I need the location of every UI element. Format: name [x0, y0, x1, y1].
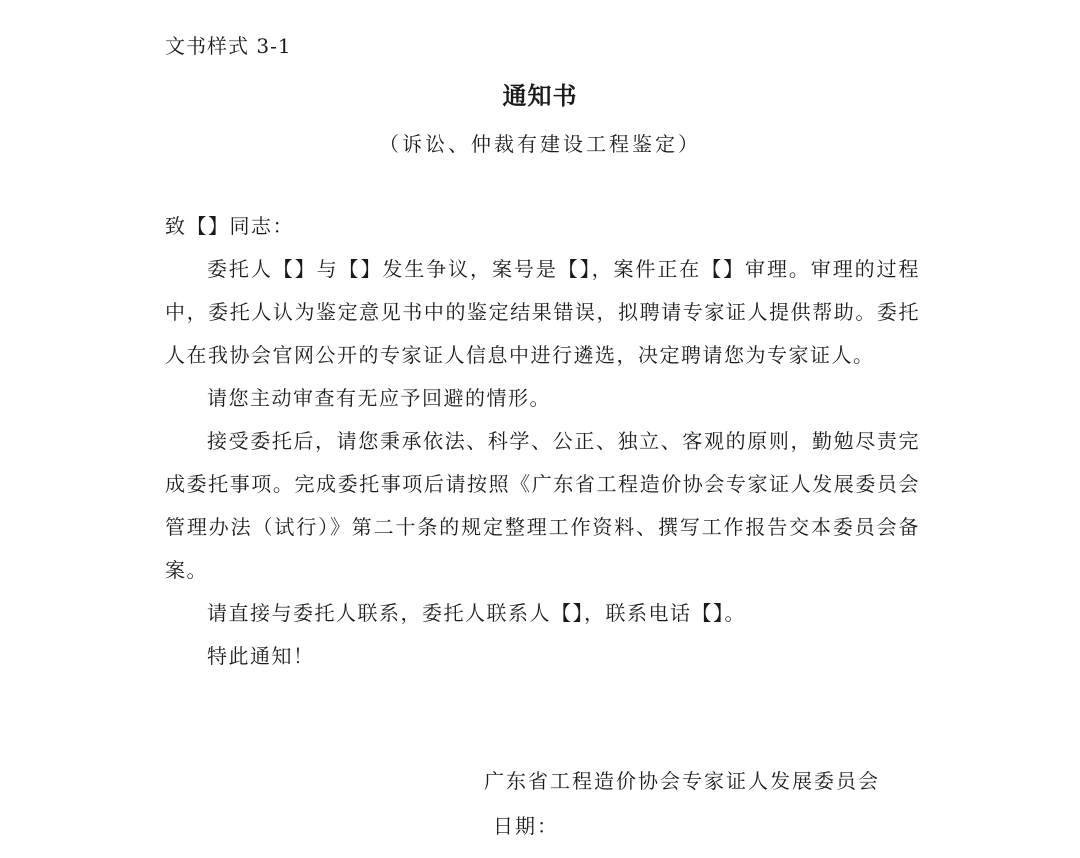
date-label: 日期： [493, 814, 559, 838]
paragraph-closing: 特此通知！ [207, 644, 315, 668]
form-style-label: 文书样式 3-1 [165, 34, 292, 58]
paragraph-contact: 请直接与委托人联系，委托人联系人【】，联系电话【】。 [207, 601, 746, 625]
paragraph-case-info: 委托人【】与【】发生争议，案号是【】，案件正在【】审理。审理的过程中，委托人认为鉴定意见书中的鉴定结果错误，拟聘请专家证人提供帮助。委托人在我协会官网公开的专家证人信息中进行遴选，决定聘请您为专家证人。 [165, 257, 920, 367]
paragraph-principles: 接受委托后，请您秉承依法、科学、公正、独立、客观的原则，勤勉尽责完成委托事项。完成委托事项后请按照《广东省工程造价协会专家证人发展委员会管理办法（试行）》第二十条的规定整理工作资料、撰写工作报告交本委员会备案。 [165, 429, 920, 582]
document-body [165, 205, 920, 678]
issuer-signature: 广东省工程造价协会专家证人发展委员会 [484, 769, 880, 793]
paragraph-recusal: 请您主动审查有无应予回避的情形。 [207, 386, 551, 410]
document-subtitle: （诉讼、仲裁有建设工程鉴定） [379, 132, 701, 156]
salutation: 致【】同志： [165, 214, 294, 238]
document-title: 通知书 [502, 81, 578, 110]
